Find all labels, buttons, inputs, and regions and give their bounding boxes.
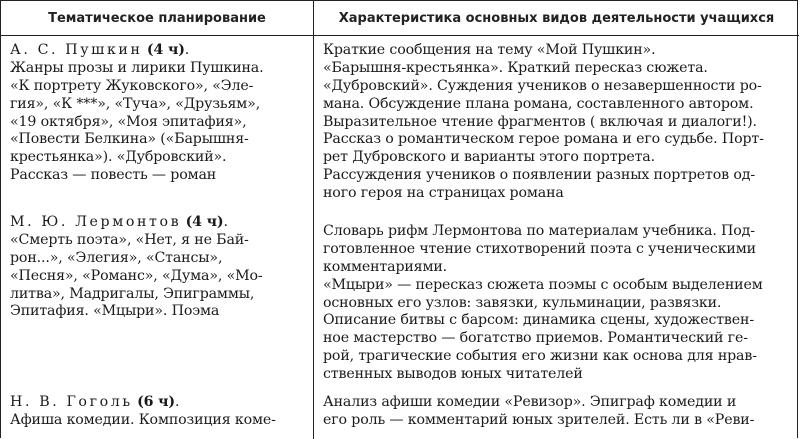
row-gogol-activities [323, 394, 754, 430]
text-line: Анализ афиши комедии «Ревизор». Эпиграф комедии и [323, 394, 737, 410]
text-line: ное мастерство — богатство приемов. Романтический ге- [323, 330, 748, 347]
author-name: А. С. Пушкин [10, 42, 143, 58]
text-line: «Дубровский». Суждения учеников о незавершенности ро- [323, 77, 762, 94]
text-line: его роль — комментарий юных зрителей. Есть ли в «Реви- [323, 411, 755, 428]
row-lermontov-topic: М. Ю. Лермонтов (4 ч). «Смерть поэта», «Нет, я не Бай- рон...», «Элегия», «Стансы», «Песня», «Романс», «Дума», «Мо- литва», Мадригалы, Эпиграммы, Эпитафия. «Мцыри». Поэма [10, 214, 263, 320]
text-line: Рассказ — повесть — роман [10, 167, 217, 184]
author-name: Н. В. Гоголь [10, 394, 133, 410]
text-line: Описание битвы с барсом: динамика сцены, художествен- [323, 312, 754, 329]
text-line: комментариями. [323, 258, 448, 275]
text-line: литва», Мадригалы, Эпиграммы, [10, 285, 255, 302]
text-line: «К портрету Жуковского», «Эле- [10, 77, 254, 94]
row-pushkin-topic: А. С. Пушкин (4 ч). Жанры прозы и лирики Пушкина. «К портрету Жуковского», «Эле- гия», «К ***», «Туча», «Друзьям», «19 октября», «Моя эпитафия», «Повести Белкина» («Барышня- крестьянка»). «Дубровский». Рассказ — повесть — роман [10, 42, 264, 184]
text-line: Жанры прозы и лирики Пушкина. [10, 59, 264, 76]
text-line: рой, трагические события его жизни как основа для нрав- [323, 348, 757, 365]
text-line: Эпитафия. «Мцыри». Поэма [10, 303, 220, 320]
text-line: Афиша комедии. Композиция коме- [10, 411, 276, 428]
header-left: Тематическое планирование [48, 10, 266, 26]
text-line: Рассказ о романтическом герое романа и его судьбе. Порт- [323, 131, 764, 148]
text-line: «19 октября», «Моя эпитафия», [10, 113, 247, 130]
row-gogol-topic: Н. В. Гоголь (6 ч). Афиша комедии. Композиция коме- [10, 394, 276, 428]
text-line: мана. Обсуждение плана романа, составленного автором. [323, 95, 754, 112]
text-line: Выразительное чтение фрагментов ( включая и диалоги!). [323, 113, 757, 130]
text-line: рон...», «Элегия», «Стансы», [10, 249, 223, 266]
text-line: ственных выводов юных читателей [323, 366, 583, 383]
text-line: рет Дубровского и варианты этого портрета. [323, 149, 655, 166]
text-line: гия», «К ***», «Туча», «Друзьям», [10, 95, 261, 112]
row-pushkin-activities [323, 42, 764, 203]
text-line: крестьянка»). «Дубровский». [10, 149, 227, 166]
column-divider [313, 1, 314, 439]
text-line: ного героя на страницах романа [323, 185, 564, 202]
text-line: готовленное чтение стихотворений поэта с ученическими [323, 240, 756, 257]
header-divider [1, 35, 799, 36]
text-line: «Мцыри» — пересказ сюжета поэмы с особым выделением [323, 276, 763, 293]
row-lermontov-activities [323, 223, 763, 384]
hours-count: (4 ч) [146, 42, 185, 58]
hours-count: (4 ч) [185, 214, 224, 230]
text-line: основных его узлов: завязки, кульминации, развязки. [323, 294, 722, 311]
text-line: Словарь рифм Лермонтова по материалам учебника. Под- [323, 223, 755, 239]
text-line: Краткие сообщения на тему «Мой Пушкин». [323, 42, 656, 58]
text-line: «Смерть поэта», «Нет, я не Бай- [10, 231, 249, 248]
text-line: «Барышня-крестьянка». Краткий пересказ сюжета. [323, 59, 708, 76]
header-right: Характеристика основных видов деятельности учащихся [338, 10, 775, 26]
text-line: Рассуждения учеников о появлении разных портретов од- [323, 167, 755, 184]
hours-count: (6 ч) [137, 394, 175, 410]
author-name: М. Ю. Лермонтов [10, 214, 182, 230]
text-line: «Повести Белкина» («Барышня- [10, 131, 249, 148]
text-line: «Песня», «Романс», «Дума», «Мо- [10, 267, 263, 284]
